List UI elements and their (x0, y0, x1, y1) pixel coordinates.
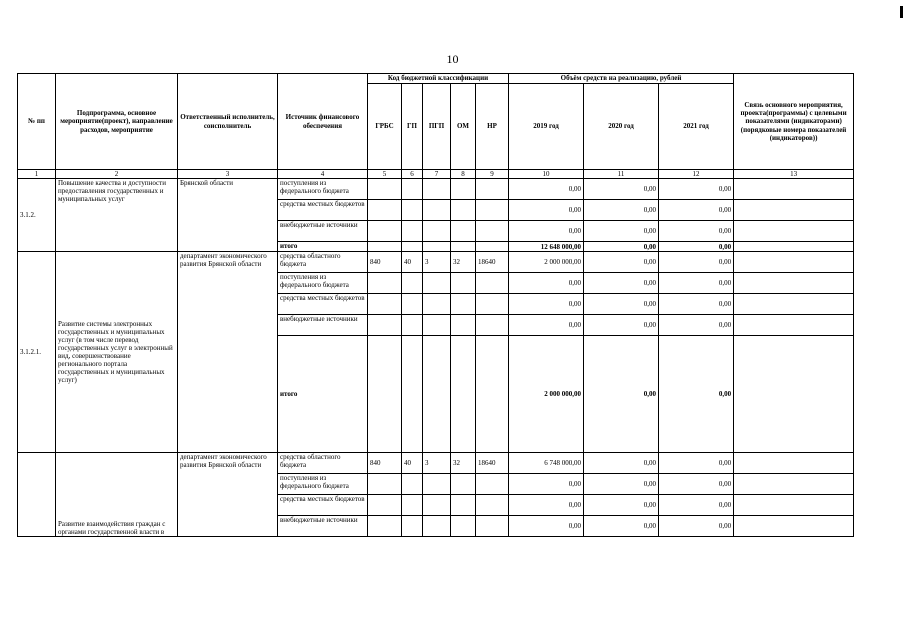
row-2021: 0,00 (659, 221, 734, 242)
row-grbs (368, 315, 402, 336)
header-pgp: ПГП (423, 84, 451, 170)
row-2020: 0,00 (584, 179, 659, 200)
row-2021: 0,00 (659, 273, 734, 294)
row-2021: 0,00 (659, 516, 734, 537)
col-number: 7 (423, 170, 451, 179)
row-pgp (423, 516, 451, 537)
row-nr (476, 273, 509, 294)
row-om (451, 336, 476, 453)
row-grbs (368, 516, 402, 537)
col-number: 6 (402, 170, 423, 179)
header-gp: ГП (402, 84, 423, 170)
col-number: 13 (734, 170, 854, 179)
row-om (451, 221, 476, 242)
row-grbs (368, 495, 402, 516)
header-num: № пп (18, 74, 56, 170)
row-2021: 0,00 (659, 474, 734, 495)
row-grbs (368, 336, 402, 453)
row-pgp (423, 200, 451, 221)
row-2019: 2 000 000,00 (509, 336, 584, 453)
row-grbs (368, 221, 402, 242)
row-source: итого (278, 336, 368, 453)
row-om: 32 (451, 453, 476, 474)
row-pgp (423, 242, 451, 252)
section-name: Развитие взаимодействия граждан с органами государственной власти в (56, 453, 178, 537)
col-number: 3 (178, 170, 278, 179)
row-link (734, 453, 854, 474)
row-gp (402, 474, 423, 495)
row-2021: 0,00 (659, 242, 734, 252)
row-nr (476, 221, 509, 242)
section-executor: департамент экономического развития Брянской области (178, 252, 278, 453)
col-number: 10 (509, 170, 584, 179)
row-pgp (423, 315, 451, 336)
row-om (451, 179, 476, 200)
row-link (734, 242, 854, 252)
row-link (734, 200, 854, 221)
row-2020: 0,00 (584, 294, 659, 315)
col-number: 8 (451, 170, 476, 179)
row-source: средства областного бюджета (278, 252, 368, 273)
row-grbs (368, 200, 402, 221)
section-name: Повышение качества и доступности предоставления государственных и муниципальных услуг (56, 179, 178, 252)
col-number: 9 (476, 170, 509, 179)
table-row (18, 179, 854, 200)
row-nr (476, 336, 509, 453)
row-2020: 0,00 (584, 200, 659, 221)
row-pgp (423, 273, 451, 294)
header-nr: НР (476, 84, 509, 170)
row-nr (476, 200, 509, 221)
row-grbs (368, 179, 402, 200)
row-2020: 0,00 (584, 495, 659, 516)
header-volume-group: Объём средств на реализацию, рублей (509, 74, 734, 84)
row-om (451, 273, 476, 294)
row-source: поступления из федерального бюджета (278, 474, 368, 495)
row-link (734, 179, 854, 200)
row-2019: 0,00 (509, 474, 584, 495)
row-2021: 0,00 (659, 336, 734, 453)
row-nr (476, 242, 509, 252)
row-grbs (368, 294, 402, 315)
row-gp (402, 273, 423, 294)
row-2019: 12 648 000,00 (509, 242, 584, 252)
row-grbs (368, 273, 402, 294)
row-gp: 40 (402, 453, 423, 474)
row-link (734, 516, 854, 537)
section-executor: департамент экономического развития Брянской области (178, 453, 278, 537)
section-name: Развитие системы электронных государственных и муниципальных услуг (в том числе перевод государственных услуг в электронный вид, совершенствование регионального портала государственных и муниципальных услуг) (56, 252, 178, 453)
page-number: 10 (446, 52, 459, 66)
row-gp (402, 495, 423, 516)
header-budget-code-group: Код бюджетной классификации (368, 74, 509, 84)
row-link (734, 273, 854, 294)
row-2020: 0,00 (584, 336, 659, 453)
row-om (451, 495, 476, 516)
row-source: итого (278, 242, 368, 252)
row-gp (402, 336, 423, 453)
budget-table (17, 73, 854, 537)
col-number: 1 (18, 170, 56, 179)
row-2021: 0,00 (659, 453, 734, 474)
row-2021: 0,00 (659, 252, 734, 273)
row-source: поступления из федерального бюджета (278, 179, 368, 200)
col-number: 12 (659, 170, 734, 179)
header-2019: 2019 год (509, 84, 584, 170)
row-2021: 0,00 (659, 294, 734, 315)
scan-edge-mark (900, 6, 903, 18)
header-2021: 2021 год (659, 84, 734, 170)
section-id: 3.1.2.1. (18, 252, 56, 453)
row-gp (402, 294, 423, 315)
row-nr (476, 179, 509, 200)
row-nr: 18640 (476, 453, 509, 474)
row-source: внебюджетные источники (278, 516, 368, 537)
row-link (734, 315, 854, 336)
row-source: средства местных бюджетов (278, 200, 368, 221)
row-pgp (423, 336, 451, 453)
row-2019: 6 748 000,00 (509, 453, 584, 474)
row-pgp (423, 495, 451, 516)
row-om (451, 294, 476, 315)
row-nr (476, 315, 509, 336)
section-id (18, 453, 56, 537)
row-2020: 0,00 (584, 453, 659, 474)
row-2021: 0,00 (659, 495, 734, 516)
row-nr (476, 474, 509, 495)
header-grbs: ГРБС (368, 84, 402, 170)
row-2019: 0,00 (509, 273, 584, 294)
row-2020: 0,00 (584, 221, 659, 242)
col-number: 5 (368, 170, 402, 179)
column-number-row (18, 170, 854, 179)
row-nr (476, 495, 509, 516)
row-om (451, 516, 476, 537)
header-source: Источник финансового обеспечения (278, 74, 368, 170)
row-gp (402, 221, 423, 242)
row-link (734, 294, 854, 315)
row-pgp (423, 294, 451, 315)
row-link (734, 474, 854, 495)
row-om: 32 (451, 252, 476, 273)
row-nr (476, 294, 509, 315)
row-gp (402, 200, 423, 221)
row-gp (402, 315, 423, 336)
row-2019: 0,00 (509, 200, 584, 221)
row-grbs (368, 474, 402, 495)
row-source: внебюджетные источники (278, 315, 368, 336)
row-gp (402, 179, 423, 200)
row-nr: 18640 (476, 252, 509, 273)
row-2021: 0,00 (659, 179, 734, 200)
row-2020: 0,00 (584, 252, 659, 273)
row-source: средства областного бюджета (278, 453, 368, 474)
row-2021: 0,00 (659, 315, 734, 336)
section-id: 3.1.2. (18, 179, 56, 252)
row-2021: 0,00 (659, 200, 734, 221)
row-grbs: 840 (368, 252, 402, 273)
row-gp (402, 516, 423, 537)
section-executor: Брянской области (178, 179, 278, 252)
row-pgp (423, 179, 451, 200)
row-grbs: 840 (368, 453, 402, 474)
row-2019: 0,00 (509, 221, 584, 242)
row-2020: 0,00 (584, 315, 659, 336)
row-gp: 40 (402, 252, 423, 273)
row-pgp (423, 474, 451, 495)
header-program: Подпрограмма, основное мероприятие(проект), направление расходов, мероприятие (56, 74, 178, 170)
row-nr (476, 516, 509, 537)
row-om (451, 200, 476, 221)
row-source: средства местных бюджетов (278, 294, 368, 315)
row-2019: 2 000 000,00 (509, 252, 584, 273)
header-link: Связь основного мероприятия, проекта(программы) с целевыми показателями (индикаторами) (порядковые номера показателей (индикаторов)) (734, 74, 854, 170)
row-2020: 0,00 (584, 273, 659, 294)
row-link (734, 252, 854, 273)
row-pgp (423, 221, 451, 242)
row-source: поступления из федерального бюджета (278, 273, 368, 294)
row-2020: 0,00 (584, 516, 659, 537)
row-source: внебюджетные источники (278, 221, 368, 242)
row-source: средства местных бюджетов (278, 495, 368, 516)
row-gp (402, 242, 423, 252)
table-row (18, 453, 854, 474)
row-2020: 0,00 (584, 242, 659, 252)
header-2020: 2020 год (584, 84, 659, 170)
table-row (18, 252, 854, 273)
row-om (451, 315, 476, 336)
row-link (734, 336, 854, 453)
row-2019: 0,00 (509, 315, 584, 336)
col-number: 2 (56, 170, 178, 179)
header-om: ОМ (451, 84, 476, 170)
header-executor: Ответственный исполнитель, соисполнитель (178, 74, 278, 170)
col-number: 4 (278, 170, 368, 179)
row-om (451, 474, 476, 495)
row-om (451, 242, 476, 252)
row-2019: 0,00 (509, 179, 584, 200)
row-pgp: 3 (423, 453, 451, 474)
row-2019: 0,00 (509, 294, 584, 315)
row-pgp: 3 (423, 252, 451, 273)
row-grbs (368, 242, 402, 252)
row-link (734, 221, 854, 242)
row-2019: 0,00 (509, 516, 584, 537)
row-2020: 0,00 (584, 474, 659, 495)
col-number: 11 (584, 170, 659, 179)
row-2019: 0,00 (509, 495, 584, 516)
row-link (734, 495, 854, 516)
